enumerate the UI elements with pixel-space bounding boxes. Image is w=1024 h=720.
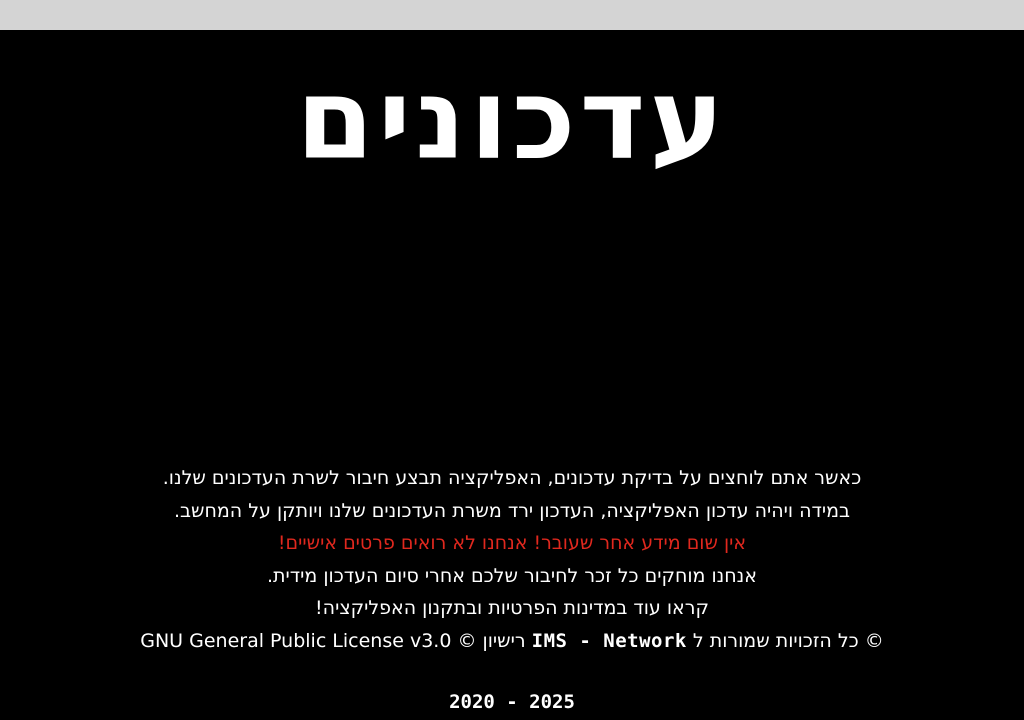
- window-title-bar: [0, 0, 1024, 30]
- info-line-update-install: במידה ויהיה עדכון האפליקציה, העדכון ירד משרת העדכונים שלנו ויותקן על המחשב.: [173, 499, 851, 522]
- info-line-deletion: אנחנו מוחקים כל זכר לחיבור שלכם אחרי סיום העדכון מידית.: [267, 564, 757, 587]
- info-line-read-more: קראו עוד במדינות הפרטיות ובתקנון האפליקציה!: [315, 597, 709, 619]
- info-line-no-data-warning: אין שום מידע אחר שעובר! אנחנו לא רואים פרטים אישיים!: [277, 532, 747, 554]
- privacy-info: [0, 462, 1024, 657]
- copyright-line: [0, 625, 1024, 658]
- info-line-connection: כאשר אתם לוחצים על בדיקת עדכונים, האפליקציה תבצע חיבור לשרת העדכונים שלנו.: [162, 467, 862, 489]
- page-title: עדכונים: [295, 55, 729, 185]
- copyright-prefix: © כל הזכויות שמורות ל: [692, 629, 884, 652]
- license-name: GNU General Public License v3.0 ©: [140, 629, 477, 652]
- copyright-years: 2020 - 2025: [449, 691, 575, 713]
- license-prefix: רישיון: [482, 629, 526, 652]
- brand-name: IMS - Network: [531, 629, 687, 652]
